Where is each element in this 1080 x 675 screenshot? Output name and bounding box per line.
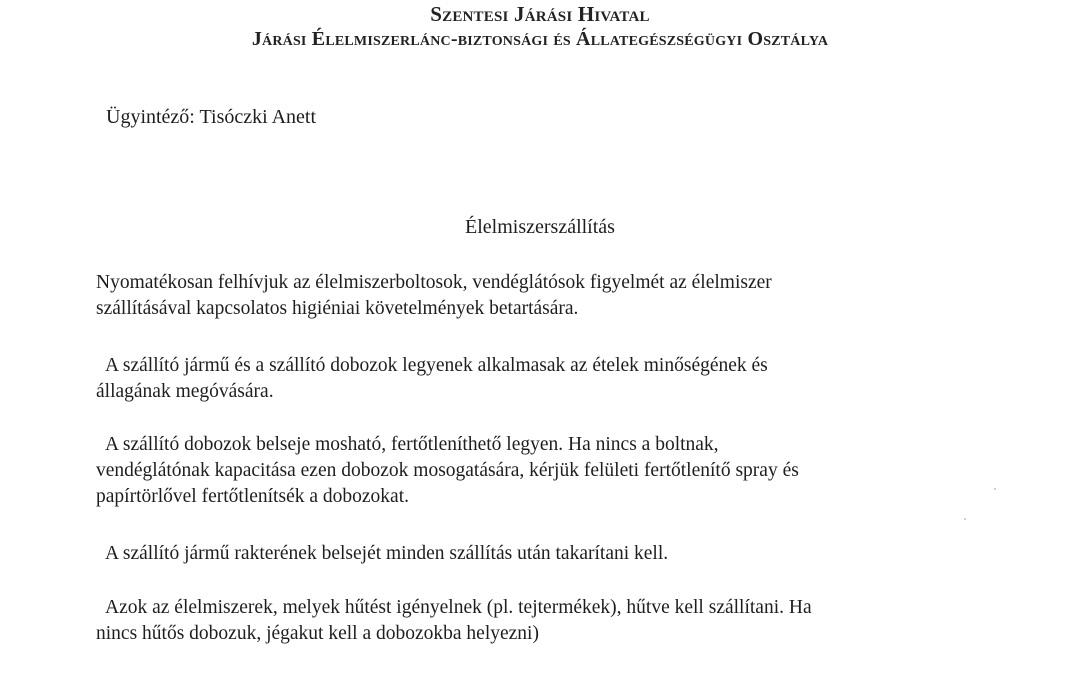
paragraph-line: állagának megóvására.	[96, 381, 274, 402]
scan-speck	[994, 488, 996, 490]
paragraph-cargo-cleaning	[96, 541, 668, 567]
paragraph-line: A szállító jármű és a szállító dobozok legyenek alkalmasak az ételek minőségének és	[105, 355, 768, 376]
paragraph-line: A szállító jármű rakterének belsejét minden szállítás után takarítani kell.	[105, 543, 669, 564]
paragraph-line: szállításával kapcsolatos higiéniai követelmények betartására.	[96, 298, 579, 319]
paragraph-line: nincs hűtős dobozuk, jégakut kell a dobozokba helyezni)	[96, 623, 539, 644]
document-title-text: Élelmiszerszállítás	[465, 216, 615, 238]
paragraph-line: vendéglátónak kapacitása ezen dobozok mosogatására, kérjük felületi fertőtlenítő spray és	[96, 460, 799, 481]
department-name: Járási Élelmiszerlánc-biztonsági és Állategészségügyi Osztálya	[251, 28, 829, 50]
scan-speck	[964, 518, 966, 520]
paragraph-notice	[96, 270, 772, 322]
paragraph-disinfection	[96, 432, 799, 510]
paragraph-cooling	[96, 595, 812, 647]
paragraph-vehicle-boxes	[96, 353, 768, 405]
paragraph-line: papírtörlővel fertőtlenítsék a dobozokat.	[96, 486, 409, 507]
paragraph-line: Nyomatékosan felhívjuk az élelmiszerboltosok, vendéglátósok figyelmét az élelmiszer	[96, 272, 772, 293]
paragraph-line: Azok az élelmiszerek, melyek hűtést igényelnek (pl. tejtermékek), hűtve kell szállítani. Ha	[105, 597, 812, 618]
case-handler: Ügyintéző: Tisóczki Anett	[106, 106, 316, 128]
office-name: Szentesi Járási Hivatal	[430, 2, 650, 26]
document-title	[0, 216, 1080, 239]
paragraph-line: A szállító dobozok belseje mosható, fertőtleníthető legyen. Ha nincs a boltnak,	[105, 434, 719, 455]
